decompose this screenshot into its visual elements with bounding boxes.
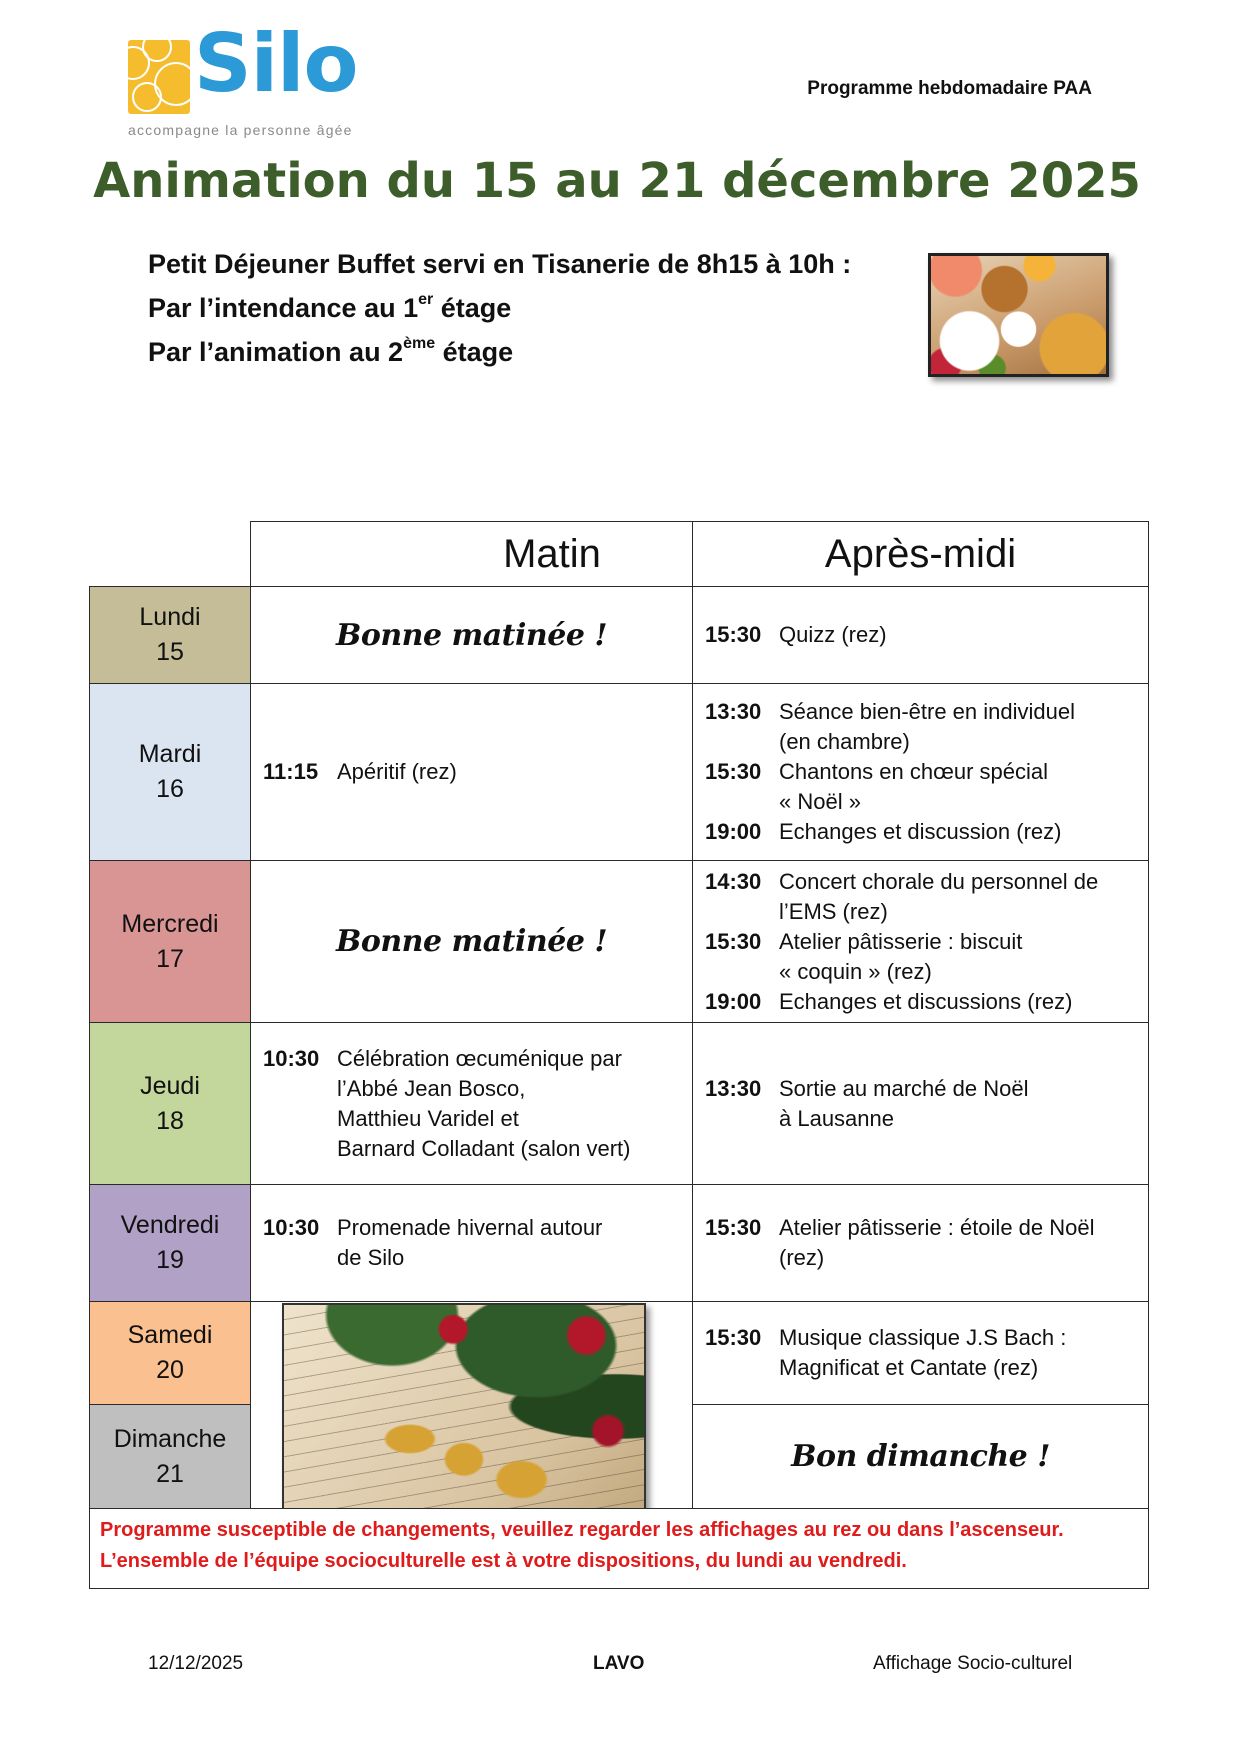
activity-time: 15:30: [705, 759, 762, 784]
morning-cell-vendredi: [250, 1184, 693, 1302]
day-name: Lundi: [139, 603, 201, 631]
afternoon-cell-jeudi: [692, 1022, 1149, 1185]
day-name: Mardi: [138, 740, 202, 768]
schedule-note: [89, 1508, 1149, 1589]
activity-entry: [705, 757, 1138, 817]
day-cell-dimanche: [89, 1404, 251, 1509]
activity-entry: [263, 1213, 682, 1273]
morning-cell-mercredi: [250, 860, 693, 1023]
day-cell-lundi: [89, 586, 251, 684]
day-date: 19: [156, 1246, 184, 1274]
activity-time: 11:15: [263, 759, 319, 784]
breakfast-line-3: [148, 330, 851, 374]
activity-description: Quizz (rez): [779, 622, 887, 647]
activity-time: 10:30: [263, 1215, 320, 1240]
breakfast-info: [148, 242, 851, 374]
day-date: 21: [156, 1459, 184, 1488]
day-name: Jeudi: [140, 1071, 200, 1100]
column-header-afternoon: Après-midi: [692, 521, 1149, 587]
breakfast-line-3-end: étage: [435, 337, 514, 367]
day-date: 16: [156, 775, 184, 803]
activity-time: 19:00: [705, 988, 762, 1014]
day-cell-jeudi: [89, 1022, 251, 1185]
activity-time: 15:30: [705, 622, 762, 647]
footer-date: 12/12/2025: [148, 1653, 244, 1674]
afternoon-cell-samedi: [692, 1301, 1149, 1405]
activity-time: 15:30: [705, 1325, 762, 1350]
footer-label: Affichage Socio-culturel: [873, 1653, 1073, 1674]
note-line-1: Programme susceptible de changements, veuillez regarder les affichages au rez ou dans l’ascenseur.: [100, 1519, 1064, 1541]
day-date: 15: [156, 638, 184, 666]
weekly-schedule-table: [89, 521, 1149, 1589]
column-header-morning: Matin: [250, 521, 854, 587]
breakfast-photo: [928, 253, 1109, 377]
day-date: 20: [156, 1356, 184, 1384]
breakfast-line-1: Petit Déjeuner Buffet servi en Tisanerie de 8h15 à 10h :: [148, 249, 852, 279]
greeting-text: Bonne matinée !: [335, 924, 608, 959]
afternoon-cell-mercredi: [692, 860, 1149, 1023]
activity-entry: [705, 1323, 1138, 1383]
page-title-text: Animation du 15 au 21 décembre 2025: [93, 153, 1141, 209]
morning-cell-lundi: [250, 586, 693, 684]
activity-description: Musique classique J.S Bach : Magnificat et Cantate (rez): [779, 1325, 1067, 1380]
activity-time: 15:30: [705, 1215, 762, 1240]
activity-entry: [705, 927, 1138, 987]
activity-description: Sortie au marché de Noël à Lausanne: [779, 1075, 1029, 1131]
day-cell-samedi: [89, 1301, 251, 1405]
morning-cell-mardi: [250, 683, 693, 861]
note-line-2: L’ensemble de l’équipe socioculturelle est à votre dispositions, du lundi au vendredi.: [100, 1550, 907, 1572]
christmas-music-photo: [282, 1303, 646, 1510]
activity-description: Atelier pâtisserie : étoile de Noël (rez): [779, 1215, 1095, 1270]
page-title: [0, 153, 1240, 209]
activity-time: 15:30: [705, 928, 762, 954]
program-label: Programme hebdomadaire PAA: [807, 78, 1092, 99]
activity-description: Célébration œcuménique par l’Abbé Jean Bosco, Matthieu Varidel et Barnard Colladant (salon vert): [337, 1045, 631, 1161]
day-name: Samedi: [127, 1321, 213, 1349]
breakfast-line-3-text: Par l’animation au 2: [148, 337, 404, 367]
day-cell-vendredi: [89, 1184, 251, 1302]
day-cell-mercredi: [89, 860, 251, 1023]
day-name: Dimanche: [113, 1424, 227, 1453]
logo-tagline: accompagne la personne âgée: [128, 122, 353, 138]
activity-time: 14:30: [705, 868, 762, 894]
breakfast-line-3-sup: ème: [403, 335, 436, 352]
activity-description: Chantons en chœur spécial « Noël »: [779, 759, 1049, 814]
breakfast-line-2-sup: er: [418, 291, 434, 308]
silo-logo: [128, 17, 378, 138]
logo-wordmark: Silo: [194, 17, 358, 110]
breakfast-line-2-end: étage: [433, 293, 512, 323]
greeting-text: Bon dimanche !: [791, 1439, 1050, 1474]
activity-description: Promenade hivernal autour de Silo: [337, 1215, 603, 1270]
activity-description: Atelier pâtisserie : biscuit « coquin » (rez): [779, 928, 1023, 984]
activity-entry: [705, 867, 1138, 927]
day-name: Mercredi: [121, 909, 219, 938]
breakfast-line-2: [148, 286, 851, 330]
afternoon-cell-mardi: [692, 683, 1149, 861]
activity-description: Séance bien-être en individuel (en chambre): [779, 699, 1075, 754]
afternoon-cell-lundi: [692, 586, 1149, 684]
activity-description: Echanges et discussion (rez): [779, 819, 1062, 844]
morning-cell-jeudi: [250, 1022, 693, 1185]
activity-entry: [705, 987, 1138, 1017]
activity-description: Concert chorale du personnel de l’EMS (rez): [779, 868, 1099, 924]
activity-entry: [705, 620, 1138, 650]
activity-description: Apéritif (rez): [337, 759, 457, 784]
activity-time: 13:30: [705, 1075, 762, 1101]
activity-entry: [705, 817, 1138, 847]
activity-time: 13:30: [705, 699, 762, 724]
activity-time: 10:30: [263, 1045, 320, 1071]
activity-time: 19:00: [705, 819, 762, 844]
activity-entry: [705, 1213, 1138, 1273]
greeting-text: Bonne matinée !: [335, 617, 608, 653]
footer-code: LAVO: [593, 1653, 645, 1674]
activity-entry: [263, 757, 682, 787]
activity-description: Echanges et discussions (rez): [779, 988, 1073, 1014]
logo-circles-icon: [128, 40, 190, 114]
day-date: 17: [156, 944, 184, 973]
day-name: Vendredi: [120, 1211, 220, 1239]
day-cell-mardi: [89, 683, 251, 861]
activity-entry: [705, 697, 1138, 757]
afternoon-cell-vendredi: [692, 1184, 1149, 1302]
afternoon-cell-dimanche: [692, 1404, 1149, 1509]
breakfast-line-2-text: Par l’intendance au 1: [148, 293, 419, 323]
activity-entry: [263, 1044, 682, 1164]
day-date: 18: [156, 1106, 184, 1135]
activity-entry: [705, 1074, 1138, 1134]
